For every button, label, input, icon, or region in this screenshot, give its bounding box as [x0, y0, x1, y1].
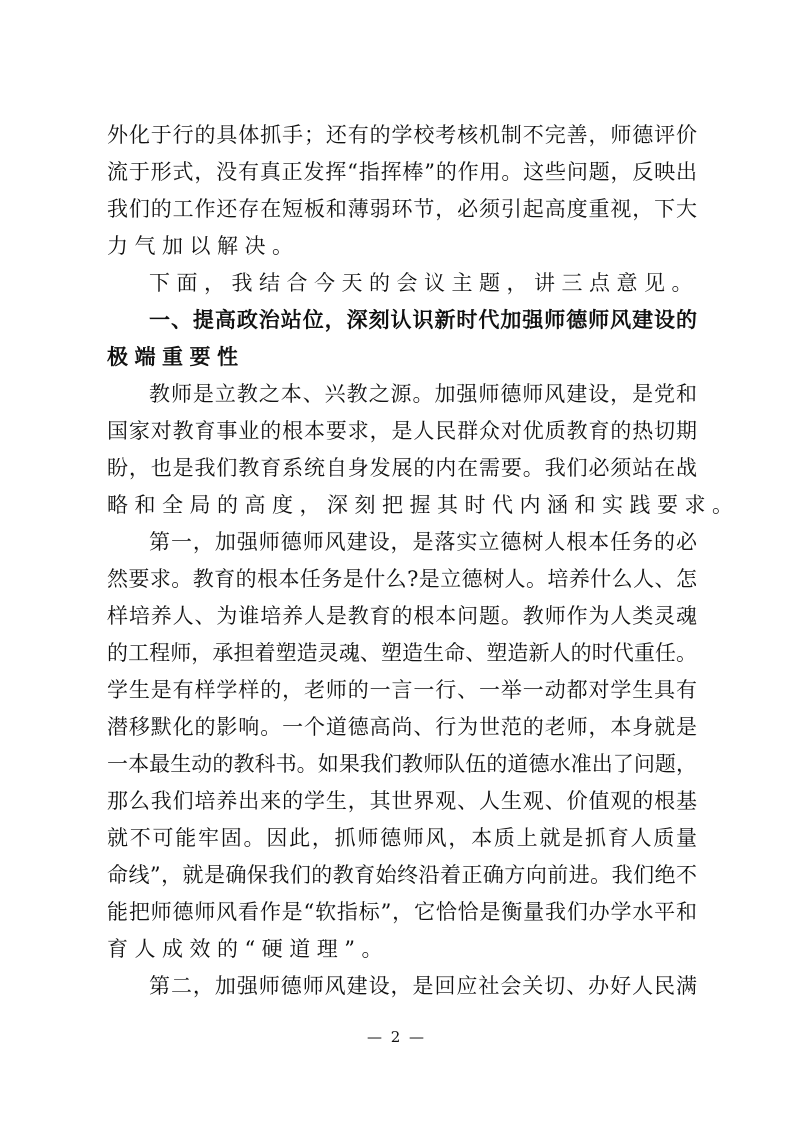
text-line: 的工程师，承担着塑造灵魂、塑造生命、塑造新人的时代重任。: [107, 641, 697, 665]
section-heading: [107, 302, 697, 376]
paragraph: [107, 524, 697, 968]
text-line: 命线”，就是确保我们的教育始终沿着正确方向前进。我们绝不: [107, 863, 697, 887]
document-page: [107, 117, 740, 1005]
text-line: 就不可能牢固。因此，抓师德师风，本质上就是抓育人质量: [107, 826, 697, 850]
page-number: — 2 —: [366, 1028, 427, 1046]
text-line: 下面，我结合今天的会议主题，讲三点意见。: [149, 271, 699, 295]
paragraph: [107, 117, 697, 265]
text-line: 极端重要性: [107, 345, 245, 369]
paragraph: [107, 265, 697, 302]
text-line: 流于形式，没有真正发挥“指挥棒”的作用。这些问题，反映出: [107, 160, 697, 184]
text-line: 第一，加强师德师风建设，是落实立德树人根本任务的必: [149, 530, 697, 554]
text-line: 外化于行的具体抓手；还有的学校考核机制不完善，师德评价: [107, 123, 697, 147]
text-line: 略和全局的高度，深刻把握其时代内涵和实践要求。: [107, 493, 740, 517]
text-line: 国家对教育事业的根本要求，是人民群众对优质教育的热切期: [107, 419, 697, 443]
text-line: 样培养人、为谁培养人是教育的根本问题。教师作为人类灵魂: [107, 604, 697, 628]
text-line: 学生是有样学样的，老师的一言一行、一举一动都对学生具有: [107, 678, 697, 702]
text-line: 一本最生动的教科书。如果我们教师队伍的道德水准出了问题，: [107, 752, 697, 776]
text-line: 那么我们培养出来的学生，其世界观、人生观、价值观的根基: [107, 789, 697, 813]
text-line: 盼，也是我们教育系统自身发展的内在需要。我们必须站在战: [107, 456, 697, 480]
text-line: 我们的工作还存在短板和薄弱环节，必须引起高度重视，下大: [107, 197, 697, 221]
paragraph: [107, 376, 740, 524]
text-line: 能把师德师风看作是“软指标”，它恰恰是衡量我们办学水平和: [107, 900, 697, 924]
text-line: 潜移默化的影响。一个道德高尚、行为世范的老师，本身就是: [107, 715, 697, 739]
text-line: 力气加以解决。: [107, 234, 300, 258]
text-line: 然要求。教育的根本任务是什么?是立德树人。培养什么人、怎: [107, 567, 697, 591]
text-line: 教师是立教之本、兴教之源。加强师德师风建设，是党和: [149, 382, 697, 406]
text-line: 育人成效的“硬道理”。: [107, 937, 389, 961]
text-line: 第二，加强师德师风建设，是回应社会关切、办好人民满: [149, 974, 697, 998]
text-line: 一、提高政治站位，深刻认识新时代加强师德师风建设的: [149, 308, 697, 332]
paragraph: [107, 968, 697, 1005]
